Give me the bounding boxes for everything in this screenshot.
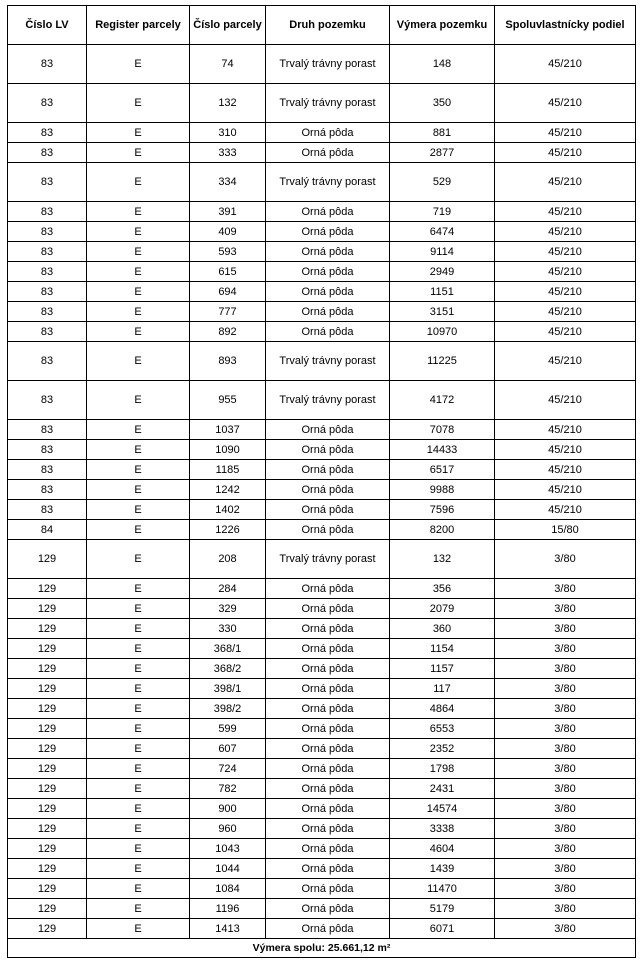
podiel-cell: 45/210 bbox=[495, 500, 636, 520]
table-row bbox=[8, 460, 636, 480]
cislo-parcely-cell: 334 bbox=[190, 163, 266, 202]
register-cell: E bbox=[87, 222, 190, 242]
vymera-cell: 5179 bbox=[390, 899, 495, 919]
cislo-lv-cell: 83 bbox=[8, 45, 87, 84]
register-cell: E bbox=[87, 520, 190, 540]
podiel-cell: 3/80 bbox=[495, 799, 636, 819]
register-cell: E bbox=[87, 759, 190, 779]
podiel-cell: 45/210 bbox=[495, 381, 636, 420]
cislo-lv-cell: 129 bbox=[8, 639, 87, 659]
cislo-parcely-cell: 398/2 bbox=[190, 699, 266, 719]
podiel-cell: 45/210 bbox=[495, 202, 636, 222]
table-row bbox=[8, 759, 636, 779]
cislo-lv-cell: 129 bbox=[8, 899, 87, 919]
vymera-cell: 1798 bbox=[390, 759, 495, 779]
table-footer bbox=[8, 939, 636, 958]
cislo-parcely-cell: 893 bbox=[190, 342, 266, 381]
header-register-parcely: Register parcely bbox=[87, 6, 190, 45]
cislo-parcely-cell: 284 bbox=[190, 579, 266, 599]
vymera-cell: 7596 bbox=[390, 500, 495, 520]
table-row bbox=[8, 799, 636, 819]
cislo-lv-cell: 83 bbox=[8, 262, 87, 282]
druh-pozemku-cell: Orná pôda bbox=[266, 639, 390, 659]
podiel-cell: 3/80 bbox=[495, 879, 636, 899]
vymera-cell: 350 bbox=[390, 84, 495, 123]
podiel-cell: 3/80 bbox=[495, 659, 636, 679]
cislo-parcely-cell: 368/2 bbox=[190, 659, 266, 679]
druh-pozemku-cell: Orná pôda bbox=[266, 302, 390, 322]
register-cell: E bbox=[87, 839, 190, 859]
vymera-cell: 2949 bbox=[390, 262, 495, 282]
vymera-cell: 4172 bbox=[390, 381, 495, 420]
cislo-parcely-cell: 1090 bbox=[190, 440, 266, 460]
cislo-lv-cell: 129 bbox=[8, 599, 87, 619]
table-row bbox=[8, 899, 636, 919]
table-row bbox=[8, 262, 636, 282]
cislo-lv-cell: 129 bbox=[8, 719, 87, 739]
register-cell: E bbox=[87, 460, 190, 480]
parcel-table bbox=[7, 5, 636, 958]
header-druh-pozemku: Druh pozemku bbox=[266, 6, 390, 45]
table-row bbox=[8, 839, 636, 859]
vymera-cell: 360 bbox=[390, 619, 495, 639]
register-cell: E bbox=[87, 919, 190, 939]
table-row bbox=[8, 163, 636, 202]
cislo-lv-cell: 129 bbox=[8, 659, 87, 679]
druh-pozemku-cell: Orná pôda bbox=[266, 679, 390, 699]
cislo-lv-cell: 129 bbox=[8, 699, 87, 719]
cislo-lv-cell: 83 bbox=[8, 302, 87, 322]
podiel-cell: 45/210 bbox=[495, 342, 636, 381]
cislo-parcely-cell: 599 bbox=[190, 719, 266, 739]
register-cell: E bbox=[87, 302, 190, 322]
podiel-cell: 3/80 bbox=[495, 859, 636, 879]
podiel-cell: 3/80 bbox=[495, 919, 636, 939]
vymera-cell: 6553 bbox=[390, 719, 495, 739]
cislo-lv-cell: 83 bbox=[8, 460, 87, 480]
register-cell: E bbox=[87, 242, 190, 262]
cislo-parcely-cell: 724 bbox=[190, 759, 266, 779]
podiel-cell: 3/80 bbox=[495, 540, 636, 579]
register-cell: E bbox=[87, 440, 190, 460]
podiel-cell: 45/210 bbox=[495, 143, 636, 163]
podiel-cell: 3/80 bbox=[495, 699, 636, 719]
table-row bbox=[8, 779, 636, 799]
cislo-parcely-cell: 74 bbox=[190, 45, 266, 84]
druh-pozemku-cell: Trvalý trávny porast bbox=[266, 45, 390, 84]
vymera-cell: 2352 bbox=[390, 739, 495, 759]
register-cell: E bbox=[87, 679, 190, 699]
druh-pozemku-cell: Orná pôda bbox=[266, 579, 390, 599]
druh-pozemku-cell: Orná pôda bbox=[266, 222, 390, 242]
table-row bbox=[8, 639, 636, 659]
vymera-cell: 881 bbox=[390, 123, 495, 143]
cislo-lv-cell: 129 bbox=[8, 919, 87, 939]
register-cell: E bbox=[87, 163, 190, 202]
cislo-parcely-cell: 1185 bbox=[190, 460, 266, 480]
table-row bbox=[8, 659, 636, 679]
vymera-cell: 1439 bbox=[390, 859, 495, 879]
druh-pozemku-cell: Orná pôda bbox=[266, 839, 390, 859]
podiel-cell: 45/210 bbox=[495, 45, 636, 84]
cislo-parcely-cell: 398/1 bbox=[190, 679, 266, 699]
table-row bbox=[8, 520, 636, 540]
cislo-parcely-cell: 330 bbox=[190, 619, 266, 639]
cislo-lv-cell: 129 bbox=[8, 859, 87, 879]
cislo-parcely-cell: 593 bbox=[190, 242, 266, 262]
podiel-cell: 3/80 bbox=[495, 899, 636, 919]
podiel-cell: 45/210 bbox=[495, 282, 636, 302]
cislo-lv-cell: 129 bbox=[8, 739, 87, 759]
table-row bbox=[8, 599, 636, 619]
vymera-cell: 6071 bbox=[390, 919, 495, 939]
podiel-cell: 45/210 bbox=[495, 222, 636, 242]
vymera-cell: 356 bbox=[390, 579, 495, 599]
table-row bbox=[8, 45, 636, 84]
podiel-cell: 3/80 bbox=[495, 839, 636, 859]
podiel-cell: 45/210 bbox=[495, 460, 636, 480]
vymera-cell: 4604 bbox=[390, 839, 495, 859]
vymera-cell: 6517 bbox=[390, 460, 495, 480]
cislo-lv-cell: 83 bbox=[8, 480, 87, 500]
podiel-cell: 15/80 bbox=[495, 520, 636, 540]
vymera-cell: 3151 bbox=[390, 302, 495, 322]
cislo-parcely-cell: 1226 bbox=[190, 520, 266, 540]
vymera-cell: 2079 bbox=[390, 599, 495, 619]
cislo-lv-cell: 129 bbox=[8, 679, 87, 699]
table-row bbox=[8, 123, 636, 143]
podiel-cell: 45/210 bbox=[495, 322, 636, 342]
cislo-lv-cell: 83 bbox=[8, 123, 87, 143]
druh-pozemku-cell: Orná pôda bbox=[266, 123, 390, 143]
vymera-cell: 132 bbox=[390, 540, 495, 579]
vymera-cell: 4864 bbox=[390, 699, 495, 719]
table-row bbox=[8, 919, 636, 939]
cislo-lv-cell: 129 bbox=[8, 839, 87, 859]
header-row bbox=[8, 6, 636, 45]
druh-pozemku-cell: Trvalý trávny porast bbox=[266, 342, 390, 381]
register-cell: E bbox=[87, 719, 190, 739]
register-cell: E bbox=[87, 45, 190, 84]
vymera-cell: 2877 bbox=[390, 143, 495, 163]
total-row bbox=[8, 939, 636, 958]
table-row bbox=[8, 242, 636, 262]
podiel-cell: 3/80 bbox=[495, 579, 636, 599]
cislo-lv-cell: 83 bbox=[8, 381, 87, 420]
document bbox=[7, 5, 635, 958]
podiel-cell: 3/80 bbox=[495, 739, 636, 759]
register-cell: E bbox=[87, 381, 190, 420]
vymera-cell: 6474 bbox=[390, 222, 495, 242]
podiel-cell: 45/210 bbox=[495, 420, 636, 440]
cislo-parcely-cell: 615 bbox=[190, 262, 266, 282]
cislo-parcely-cell: 900 bbox=[190, 799, 266, 819]
cislo-parcely-cell: 960 bbox=[190, 819, 266, 839]
table-row bbox=[8, 420, 636, 440]
table-header bbox=[8, 6, 636, 45]
druh-pozemku-cell: Orná pôda bbox=[266, 143, 390, 163]
cislo-parcely-cell: 1037 bbox=[190, 420, 266, 440]
druh-pozemku-cell: Orná pôda bbox=[266, 719, 390, 739]
druh-pozemku-cell: Orná pôda bbox=[266, 619, 390, 639]
cislo-lv-cell: 83 bbox=[8, 84, 87, 123]
table-row bbox=[8, 679, 636, 699]
druh-pozemku-cell: Orná pôda bbox=[266, 242, 390, 262]
cislo-parcely-cell: 1044 bbox=[190, 859, 266, 879]
header-cislo-parcely: Číslo parcely bbox=[190, 6, 266, 45]
table-row bbox=[8, 699, 636, 719]
druh-pozemku-cell: Orná pôda bbox=[266, 420, 390, 440]
vymera-cell: 1157 bbox=[390, 659, 495, 679]
table-row bbox=[8, 322, 636, 342]
cislo-lv-cell: 129 bbox=[8, 819, 87, 839]
podiel-cell: 45/210 bbox=[495, 163, 636, 202]
cislo-lv-cell: 129 bbox=[8, 879, 87, 899]
druh-pozemku-cell: Orná pôda bbox=[266, 262, 390, 282]
register-cell: E bbox=[87, 819, 190, 839]
druh-pozemku-cell: Orná pôda bbox=[266, 480, 390, 500]
cislo-parcely-cell: 310 bbox=[190, 123, 266, 143]
cislo-lv-cell: 129 bbox=[8, 799, 87, 819]
vymera-cell: 7078 bbox=[390, 420, 495, 440]
druh-pozemku-cell: Orná pôda bbox=[266, 759, 390, 779]
register-cell: E bbox=[87, 84, 190, 123]
cislo-lv-cell: 84 bbox=[8, 520, 87, 540]
table-row bbox=[8, 381, 636, 420]
podiel-cell: 3/80 bbox=[495, 619, 636, 639]
cislo-lv-cell: 83 bbox=[8, 143, 87, 163]
header-spoluvlastnicky-podiel: Spoluvlastnícky podiel bbox=[495, 6, 636, 45]
vymera-cell: 2431 bbox=[390, 779, 495, 799]
cislo-lv-cell: 83 bbox=[8, 163, 87, 202]
druh-pozemku-cell: Orná pôda bbox=[266, 859, 390, 879]
table-row bbox=[8, 500, 636, 520]
podiel-cell: 3/80 bbox=[495, 679, 636, 699]
table-row bbox=[8, 202, 636, 222]
cislo-parcely-cell: 409 bbox=[190, 222, 266, 242]
druh-pozemku-cell: Orná pôda bbox=[266, 879, 390, 899]
cislo-lv-cell: 83 bbox=[8, 500, 87, 520]
register-cell: E bbox=[87, 579, 190, 599]
cislo-parcely-cell: 607 bbox=[190, 739, 266, 759]
register-cell: E bbox=[87, 779, 190, 799]
cislo-lv-cell: 83 bbox=[8, 322, 87, 342]
cislo-parcely-cell: 1043 bbox=[190, 839, 266, 859]
cislo-parcely-cell: 329 bbox=[190, 599, 266, 619]
druh-pozemku-cell: Trvalý trávny porast bbox=[266, 84, 390, 123]
cislo-parcely-cell: 955 bbox=[190, 381, 266, 420]
register-cell: E bbox=[87, 540, 190, 579]
cislo-parcely-cell: 391 bbox=[190, 202, 266, 222]
vymera-cell: 8200 bbox=[390, 520, 495, 540]
register-cell: E bbox=[87, 659, 190, 679]
table-row bbox=[8, 879, 636, 899]
table-row bbox=[8, 143, 636, 163]
register-cell: E bbox=[87, 899, 190, 919]
cislo-parcely-cell: 1084 bbox=[190, 879, 266, 899]
druh-pozemku-cell: Trvalý trávny porast bbox=[266, 163, 390, 202]
header-cislo-lv: Číslo LV bbox=[8, 6, 87, 45]
druh-pozemku-cell: Trvalý trávny porast bbox=[266, 540, 390, 579]
vymera-cell: 148 bbox=[390, 45, 495, 84]
druh-pozemku-cell: Orná pôda bbox=[266, 699, 390, 719]
table-row bbox=[8, 282, 636, 302]
cislo-lv-cell: 83 bbox=[8, 342, 87, 381]
register-cell: E bbox=[87, 262, 190, 282]
register-cell: E bbox=[87, 282, 190, 302]
table-row bbox=[8, 84, 636, 123]
druh-pozemku-cell: Orná pôda bbox=[266, 500, 390, 520]
vymera-cell: 11225 bbox=[390, 342, 495, 381]
cislo-lv-cell: 83 bbox=[8, 420, 87, 440]
vymera-cell: 14433 bbox=[390, 440, 495, 460]
vymera-cell: 1154 bbox=[390, 639, 495, 659]
register-cell: E bbox=[87, 480, 190, 500]
table-row bbox=[8, 302, 636, 322]
cislo-parcely-cell: 1413 bbox=[190, 919, 266, 939]
table-body bbox=[8, 45, 636, 939]
podiel-cell: 45/210 bbox=[495, 84, 636, 123]
druh-pozemku-cell: Orná pôda bbox=[266, 919, 390, 939]
cislo-parcely-cell: 368/1 bbox=[190, 639, 266, 659]
register-cell: E bbox=[87, 143, 190, 163]
cislo-parcely-cell: 1402 bbox=[190, 500, 266, 520]
podiel-cell: 45/210 bbox=[495, 123, 636, 143]
table-row bbox=[8, 440, 636, 460]
cislo-lv-cell: 83 bbox=[8, 202, 87, 222]
druh-pozemku-cell: Orná pôda bbox=[266, 322, 390, 342]
register-cell: E bbox=[87, 739, 190, 759]
vymera-cell: 14574 bbox=[390, 799, 495, 819]
vymera-cell: 9988 bbox=[390, 480, 495, 500]
podiel-cell: 3/80 bbox=[495, 599, 636, 619]
druh-pozemku-cell: Trvalý trávny porast bbox=[266, 381, 390, 420]
vymera-cell: 3338 bbox=[390, 819, 495, 839]
cislo-parcely-cell: 208 bbox=[190, 540, 266, 579]
table-row bbox=[8, 342, 636, 381]
druh-pozemku-cell: Orná pôda bbox=[266, 282, 390, 302]
druh-pozemku-cell: Orná pôda bbox=[266, 899, 390, 919]
register-cell: E bbox=[87, 420, 190, 440]
total-area: Výmera spolu: 25.661,12 m² bbox=[8, 939, 636, 958]
podiel-cell: 3/80 bbox=[495, 819, 636, 839]
vymera-cell: 10970 bbox=[390, 322, 495, 342]
cislo-parcely-cell: 892 bbox=[190, 322, 266, 342]
register-cell: E bbox=[87, 639, 190, 659]
druh-pozemku-cell: Orná pôda bbox=[266, 779, 390, 799]
druh-pozemku-cell: Orná pôda bbox=[266, 460, 390, 480]
cislo-parcely-cell: 1196 bbox=[190, 899, 266, 919]
vymera-cell: 529 bbox=[390, 163, 495, 202]
cislo-lv-cell: 129 bbox=[8, 540, 87, 579]
table-row bbox=[8, 859, 636, 879]
druh-pozemku-cell: Orná pôda bbox=[266, 599, 390, 619]
podiel-cell: 45/210 bbox=[495, 262, 636, 282]
druh-pozemku-cell: Orná pôda bbox=[266, 659, 390, 679]
cislo-lv-cell: 83 bbox=[8, 440, 87, 460]
register-cell: E bbox=[87, 322, 190, 342]
register-cell: E bbox=[87, 599, 190, 619]
cislo-lv-cell: 83 bbox=[8, 282, 87, 302]
cislo-lv-cell: 83 bbox=[8, 222, 87, 242]
druh-pozemku-cell: Orná pôda bbox=[266, 440, 390, 460]
register-cell: E bbox=[87, 342, 190, 381]
register-cell: E bbox=[87, 500, 190, 520]
register-cell: E bbox=[87, 859, 190, 879]
podiel-cell: 45/210 bbox=[495, 242, 636, 262]
table-row bbox=[8, 480, 636, 500]
podiel-cell: 3/80 bbox=[495, 759, 636, 779]
table-row bbox=[8, 739, 636, 759]
druh-pozemku-cell: Orná pôda bbox=[266, 202, 390, 222]
vymera-cell: 117 bbox=[390, 679, 495, 699]
podiel-cell: 45/210 bbox=[495, 302, 636, 322]
vymera-cell: 719 bbox=[390, 202, 495, 222]
druh-pozemku-cell: Orná pôda bbox=[266, 739, 390, 759]
podiel-cell: 3/80 bbox=[495, 639, 636, 659]
table-row bbox=[8, 619, 636, 639]
druh-pozemku-cell: Orná pôda bbox=[266, 819, 390, 839]
cislo-lv-cell: 129 bbox=[8, 759, 87, 779]
table-row bbox=[8, 719, 636, 739]
podiel-cell: 3/80 bbox=[495, 779, 636, 799]
cislo-parcely-cell: 132 bbox=[190, 84, 266, 123]
table-row bbox=[8, 222, 636, 242]
vymera-cell: 11470 bbox=[390, 879, 495, 899]
cislo-parcely-cell: 333 bbox=[190, 143, 266, 163]
register-cell: E bbox=[87, 202, 190, 222]
cislo-lv-cell: 129 bbox=[8, 779, 87, 799]
podiel-cell: 3/80 bbox=[495, 719, 636, 739]
table-row bbox=[8, 819, 636, 839]
header-vymera-pozemku: Výmera pozemku bbox=[390, 6, 495, 45]
podiel-cell: 45/210 bbox=[495, 480, 636, 500]
table-row bbox=[8, 579, 636, 599]
cislo-parcely-cell: 782 bbox=[190, 779, 266, 799]
cislo-parcely-cell: 694 bbox=[190, 282, 266, 302]
cislo-parcely-cell: 777 bbox=[190, 302, 266, 322]
cislo-lv-cell: 129 bbox=[8, 579, 87, 599]
register-cell: E bbox=[87, 123, 190, 143]
register-cell: E bbox=[87, 699, 190, 719]
cislo-parcely-cell: 1242 bbox=[190, 480, 266, 500]
register-cell: E bbox=[87, 879, 190, 899]
druh-pozemku-cell: Orná pôda bbox=[266, 799, 390, 819]
druh-pozemku-cell: Orná pôda bbox=[266, 520, 390, 540]
register-cell: E bbox=[87, 799, 190, 819]
vymera-cell: 1151 bbox=[390, 282, 495, 302]
cislo-lv-cell: 129 bbox=[8, 619, 87, 639]
cislo-lv-cell: 83 bbox=[8, 242, 87, 262]
register-cell: E bbox=[87, 619, 190, 639]
vymera-cell: 9114 bbox=[390, 242, 495, 262]
table-row bbox=[8, 540, 636, 579]
podiel-cell: 45/210 bbox=[495, 440, 636, 460]
